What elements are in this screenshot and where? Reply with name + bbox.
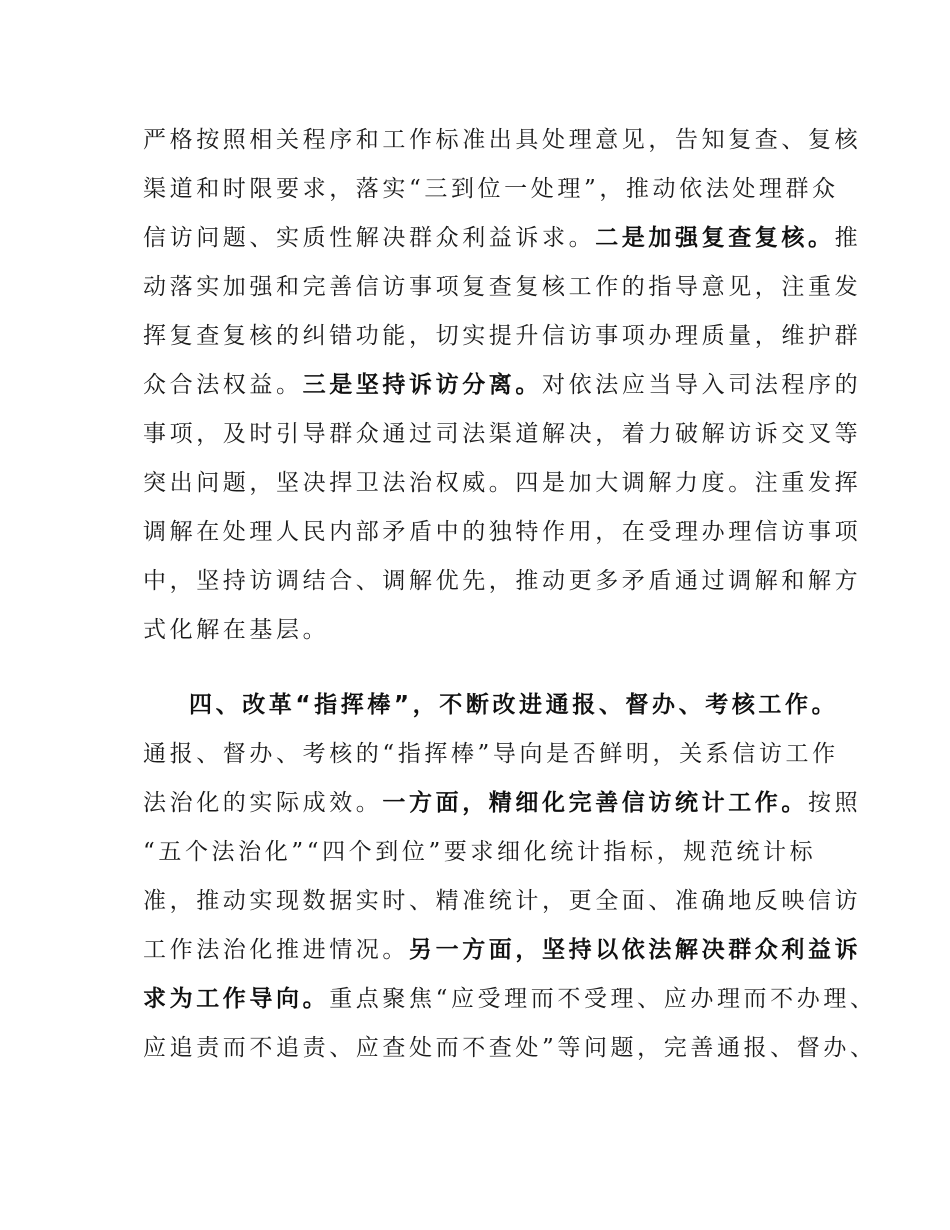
text-line [143,1024,877,1073]
text-line [143,828,823,877]
text-segment: “五个法治化”“四个到位”要求细化统计指标，规范统计标 [143,839,817,865]
text-line [143,410,862,459]
text-segment: 动落实加强和完善信访事项复查复核工作的指导意见，注重发 [143,274,862,300]
text-line [143,214,862,263]
bold-heading-segment: 求为工作导向。 [143,986,330,1012]
text-segment: 严格按照相关程序和工作标准出具处理意见，告知复查、复核 [143,127,862,153]
text-line [143,606,823,655]
text-line [143,116,862,165]
text-segment: 通报、督办、考核的“指挥棒”导向是否鲜明，关系信访工作 [143,741,839,767]
text-line [143,557,862,606]
bold-heading-segment: 另一方面，坚持以依法解决群众利益诉 [409,937,862,963]
bold-heading-segment: 二是加强复查复核。 [595,225,835,251]
text-line [143,312,862,361]
text-segment: 准，推动实现数据实时、精准统计，更全面、准确地反映信访 [143,888,862,914]
text-segment: 挥复查复核的纠错功能，切实提升信访事项办理质量，维护群 [143,323,862,349]
text-segment: 应追责而不追责、应查处而不查处”等问题，完善通报、督办、 [143,1035,877,1061]
bold-heading-segment: 三是坚持诉访分离。 [302,372,543,398]
text-line [143,779,862,828]
text-segment: 事项，及时引导群众通过司法渠道解决，着力破解访诉交叉等 [143,421,862,447]
text-segment: 中，坚持访调结合、调解优先，推动更多矛盾通过调解和解方 [143,568,862,594]
text-line [143,730,839,779]
section-four-paragraph [143,681,877,1073]
paragraph-continuation [143,116,862,655]
text-segment: 重点聚焦“应受理而不受理、应办理而不办理、 [329,986,877,1012]
text-line [143,926,862,975]
text-line [143,361,862,410]
text-segment: 法治化的实际成效。 [143,790,383,816]
section-heading: 四、改革“指挥棒”，不断改进通报、督办、考核工作。 [189,692,839,718]
text-segment: 突出问题，坚决捍卫法治权威。四是加大调解力度。注重发挥 [143,470,862,496]
text-line [143,459,862,508]
bold-heading-segment: 一方面，精细化完善信访统计工作。 [382,790,809,816]
text-segment: 推 [834,225,862,251]
text-segment: 众合法权益。 [143,372,303,398]
text-line [143,165,839,214]
text-segment: 调解在处理人民内部矛盾中的独特作用，在受理办理信访事项 [143,519,862,545]
text-segment: 式化解在基层。 [143,617,330,643]
text-segment: 对依法应当导入司法程序的 [542,372,862,398]
text-segment: 工作法治化推进情况。 [143,937,409,963]
text-line [143,877,862,926]
section-heading-line [143,681,839,730]
text-segment: 按照 [808,790,862,816]
text-line [143,508,862,557]
text-line [143,975,877,1024]
text-segment: 渠道和时限要求，落实“三到位一处理”，推动依法处理群众 [143,176,839,202]
text-segment: 信访问题、实质性解决群众利益诉求。 [143,225,596,251]
text-line [143,263,862,312]
